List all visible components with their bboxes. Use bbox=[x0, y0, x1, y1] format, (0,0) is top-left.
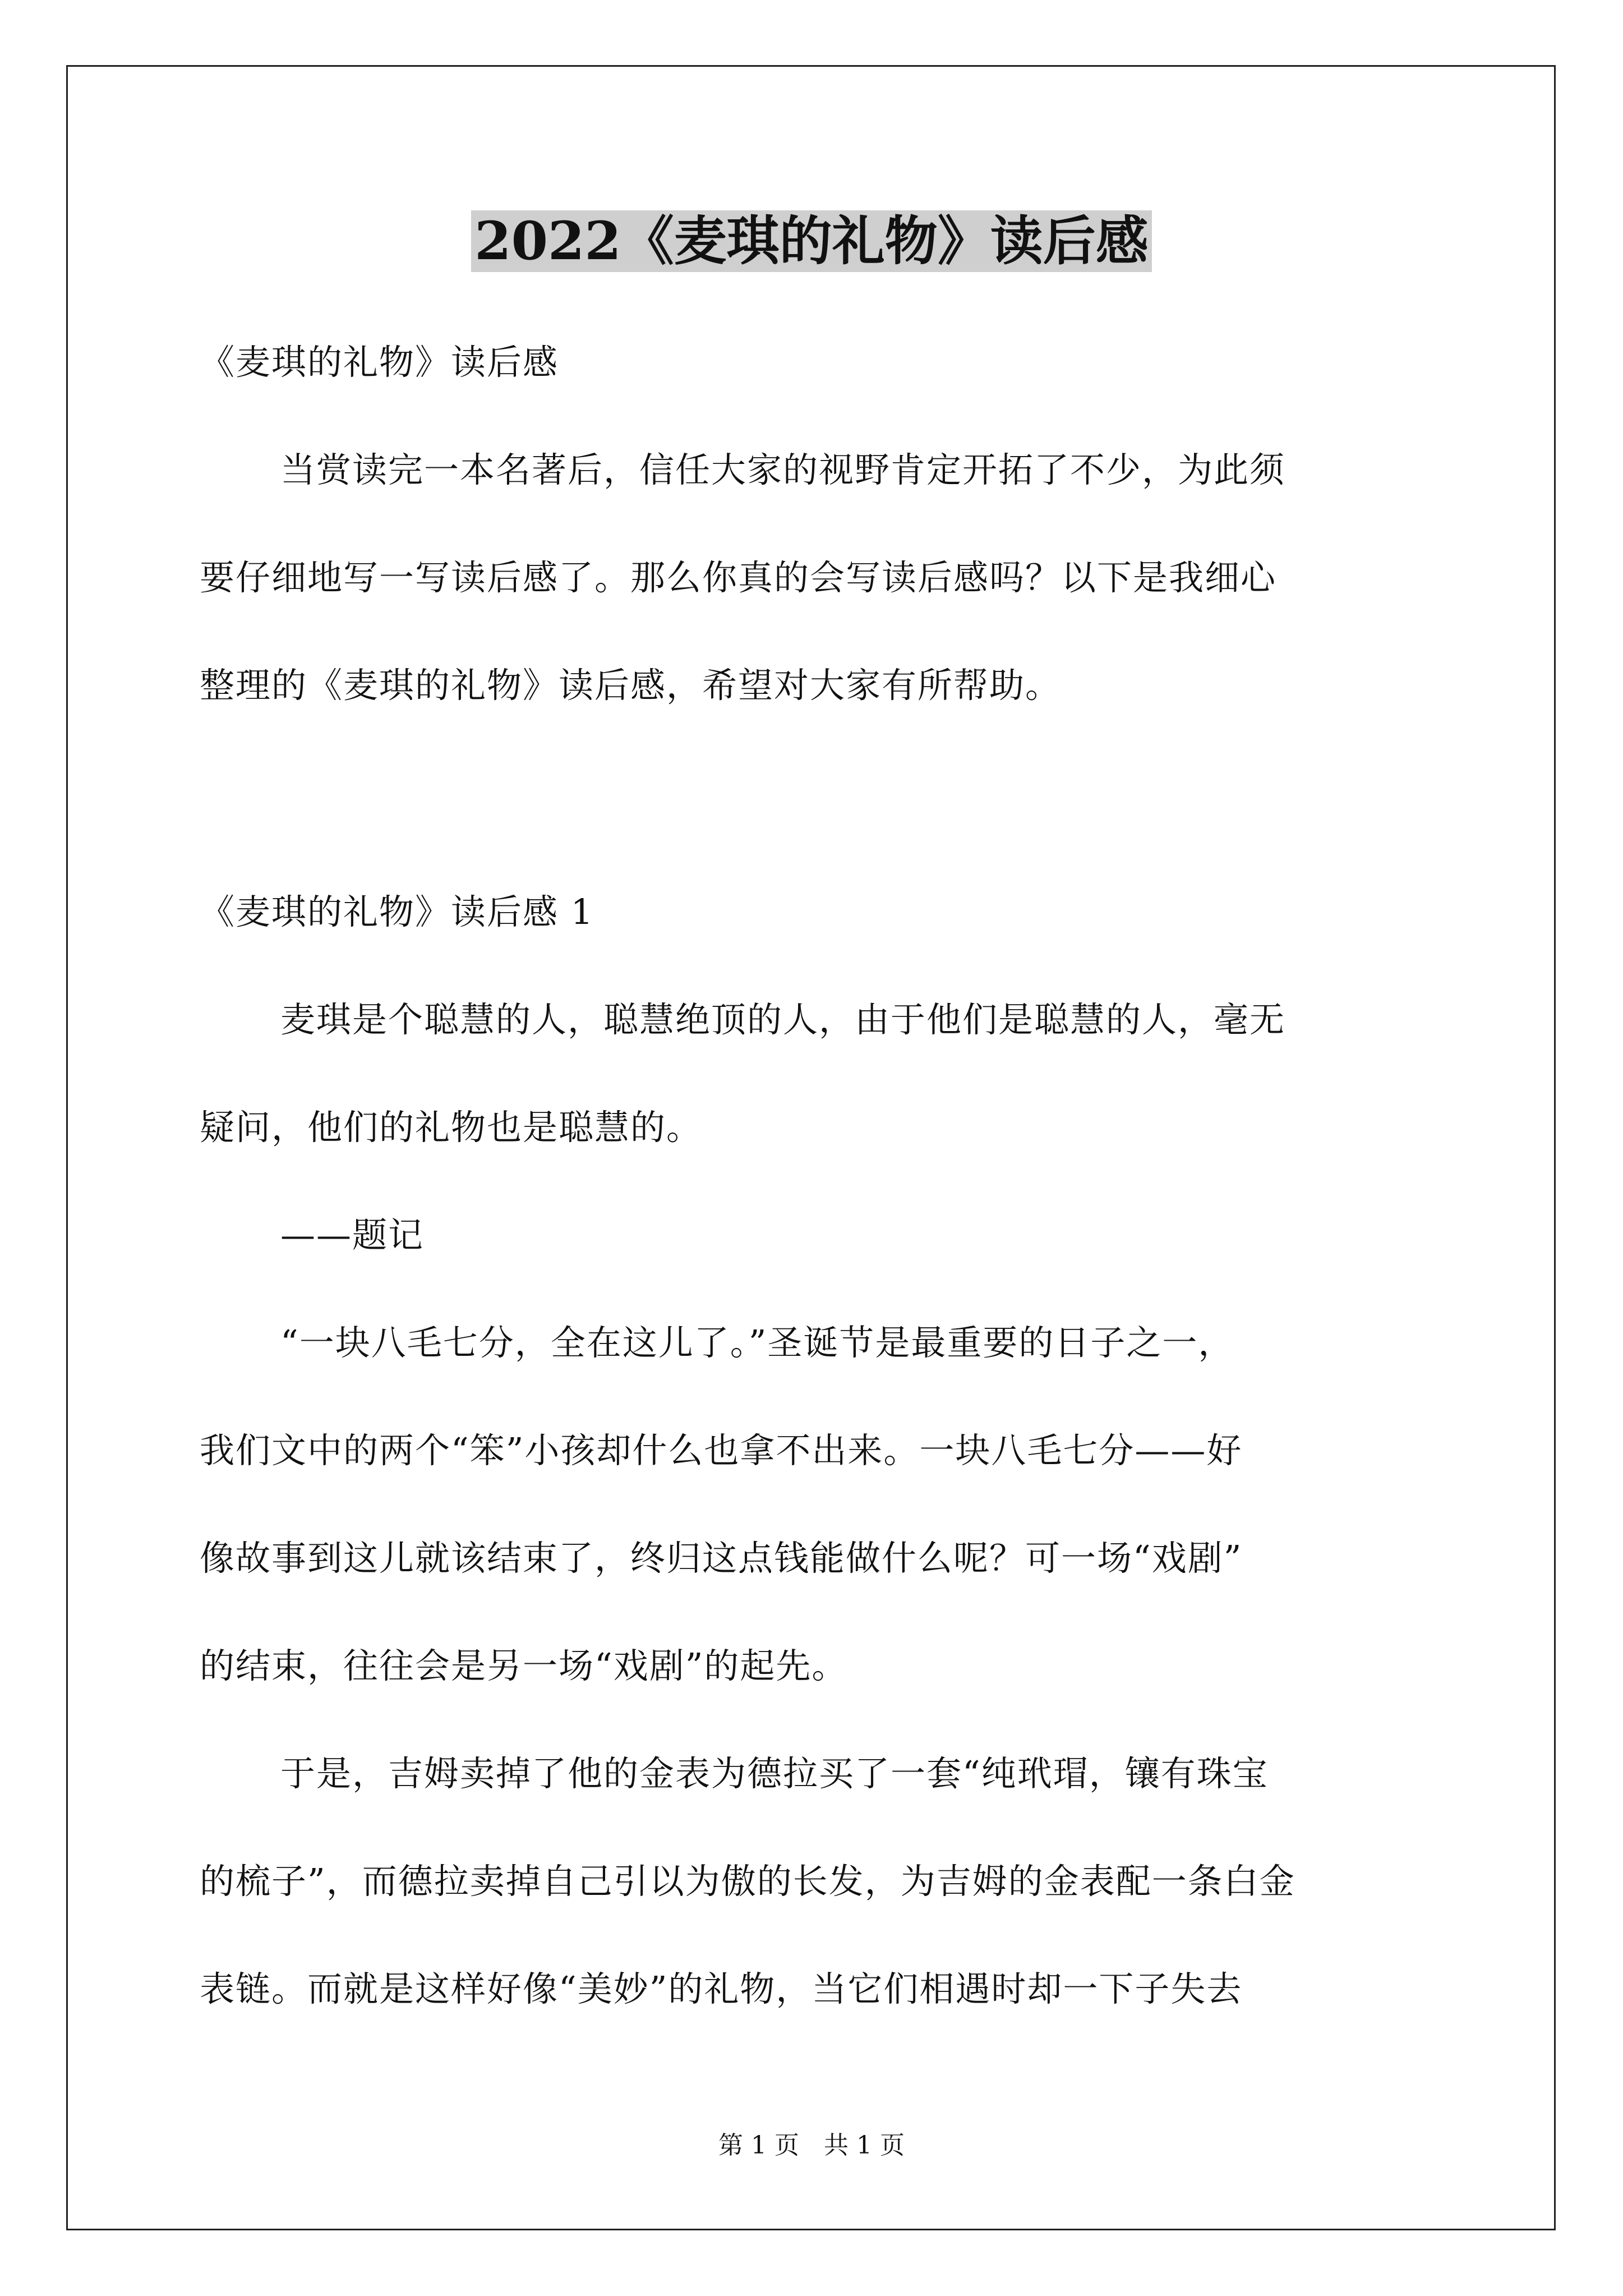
paragraph-line: “一块八毛七分，全在这儿了。”圣诞节是最重要的日子之一， bbox=[280, 1322, 1234, 1363]
paragraph-line: 的结束，往往会是另一场“戏剧”的起先。 bbox=[200, 1645, 848, 1686]
paragraph-line: 麦琪是个聪慧的人，聪慧绝顶的人，由于他们是聪慧的人，毫无 bbox=[280, 999, 1286, 1040]
page-footer bbox=[0, 2130, 1623, 2161]
paragraph-line: 疑问，他们的礼物也是聪慧的。 bbox=[200, 1107, 703, 1148]
paragraph-line: 当赏读完一本名著后，信任大家的视野肯定开拓了不少，为此须 bbox=[280, 449, 1286, 490]
paragraph-line: 像故事到这儿就该结束了，终归这点钱能做什么呢？可一场“戏剧” bbox=[200, 1538, 1243, 1579]
page-number: 第 1 页 bbox=[718, 2131, 799, 2160]
epigraph-attribution: ——题记 bbox=[280, 1214, 425, 1255]
paragraph-line: 表链。而就是这样好像“美妙”的礼物，当它们相遇时却一下子失去 bbox=[200, 1968, 1243, 2009]
document-title-text: 2022《麦琪的礼物》读后感 bbox=[471, 210, 1152, 272]
paragraph-line: 的梳子”，而德拉卖掉自己引以为傲的长发，为吉姆的金表配一条白金 bbox=[200, 1861, 1295, 1902]
document-title bbox=[0, 202, 1623, 280]
page-total: 共 1 页 bbox=[824, 2131, 905, 2160]
paragraph-line: 于是，吉姆卖掉了他的金表为德拉买了一套“纯玳瑁，镶有珠宝 bbox=[280, 1753, 1269, 1794]
section-heading: 《麦琪的礼物》读后感 bbox=[200, 342, 559, 383]
paragraph-line: 整理的《麦琪的礼物》读后感，希望对大家有所帮助。 bbox=[200, 665, 1062, 706]
paragraph-line: 我们文中的两个“笨”小孩却什么也拿不出来。一块八毛七分——好 bbox=[200, 1430, 1243, 1471]
section-heading: 《麦琪的礼物》读后感 1 bbox=[200, 891, 594, 932]
paragraph-line: 要仔细地写一写读后感了。那么你真的会写读后感吗？以下是我细心 bbox=[200, 557, 1277, 598]
